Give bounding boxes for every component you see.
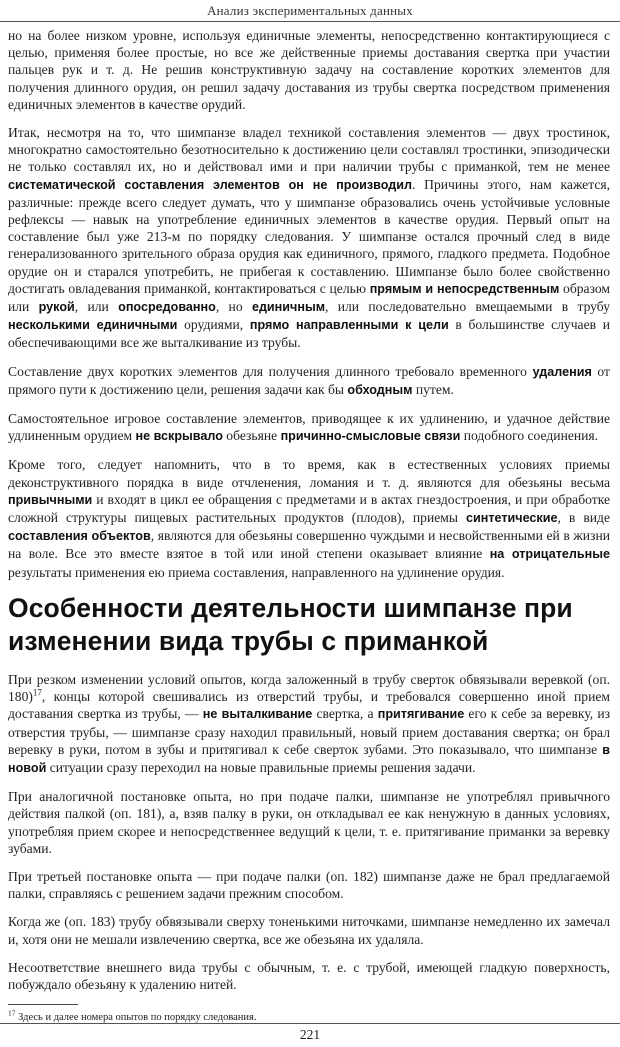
text-run: подобного соединения.: [460, 428, 599, 444]
text-run: , или последовательно вмещаемыми в трубу: [325, 299, 610, 315]
text-run: , концы которой свешивались из отверстий трубы, и требовался совершенно иной прием доставания свертка из трубы, —: [8, 689, 610, 722]
bold-phrase: прямо направленными к цели: [249, 318, 449, 333]
text-run: результаты применения ею приема составления, направленного на удлинение орудия.: [8, 564, 505, 580]
text-run: и входят в цикл ее обращения с предметами и в актах гнездостроения, и при обработке сложной структуры пищевых растительных продуктов (плодов), приемы: [8, 491, 610, 526]
paragraph: [8, 124, 610, 352]
text-run: свертка, а: [312, 706, 378, 722]
bold-phrase: не выталкивание: [202, 707, 313, 722]
paragraph: [8, 671, 610, 777]
paragraph: [8, 788, 610, 857]
bold-phrase: причинно-смысловые связи: [280, 429, 461, 444]
footnote-rule: [8, 1004, 78, 1005]
page-content: [8, 27, 610, 1024]
footnote-ref: 17: [32, 687, 42, 698]
bold-phrase: на отрицательные: [489, 547, 610, 562]
bold-phrase: в новой: [8, 742, 610, 775]
bold-phrase: опосредованно: [118, 300, 216, 315]
text-run: путем.: [412, 381, 454, 397]
paragraph: [8, 456, 610, 580]
text-run: в большинстве случаев и обеспечивающими все же выталкивание из трубы.: [8, 317, 610, 351]
bold-phrase: единичным: [251, 300, 326, 315]
bold-phrase: несколькими единичными: [8, 318, 178, 333]
section-paragraphs: [8, 671, 610, 993]
text-run: ситуации сразу переходил на новые правильные приемы решения задачи.: [46, 759, 476, 775]
footnote-text: Здесь и далее номера опытов по порядку следования.: [15, 1012, 257, 1024]
footnote-marker: 17: [8, 1008, 16, 1018]
bold-phrase: удаления: [532, 364, 592, 379]
bold-phrase: рукой: [38, 300, 75, 315]
text-run: Несоответствие внешнего вида трубы с обычным, т. е. с трубой, имеющей гладкую поверхность, побуждало обезьяну к удалению нитей.: [8, 959, 610, 992]
bold-phrase: синтетические: [466, 511, 558, 526]
paragraph: [8, 27, 610, 113]
text-run: Когда же (оп. 183) трубу обвязывали сверху тоненькими ниточками, шимпанзе немедленно их замечал и, хотя они не мешали извлечению свертка, все же обезьяна их удаляла.: [8, 914, 610, 947]
text-run: . Причины этого, нам кажется, различные: прежде всего следует думать, что у шимпанзе образовались очень устойчивые условные рефлексы — навык на употребление единичных элементов в качестве орудия. Первый опыт на составление был уже 213-м по порядку следования. У шимпанзе остался прочный след в виде генерализованного зрительного образа орудия как единичного, прямого, гладкого предмета. Подобное орудие он и старался употребить, не прибегая к составлению. Шимпанзе было более свойственно достигать овладевания приманкой, контактироваться с целью: [8, 176, 611, 296]
text-run: от прямого пути к достижению цели, решения задачи как бы: [8, 363, 610, 397]
text-run: обезьяне: [222, 428, 281, 444]
text-run: Самостоятельное игровое составление элементов, приводящее к их удлинению, и удачное действие удлиненным орудием: [8, 411, 610, 444]
text-run: , или: [74, 299, 119, 315]
header-rule: [0, 21, 620, 22]
text-run: Составление двух коротких элементов для получения длинного требовало временного: [8, 363, 533, 379]
bold-phrase: составления объектов: [8, 529, 151, 544]
paragraph: [8, 868, 610, 902]
running-head: Анализ экспериментальных данных: [207, 3, 413, 18]
paragraph: [8, 410, 610, 445]
bold-phrase: прямым и непосредственным: [369, 281, 560, 296]
text-run: При третьей постановке опыта — при подаче палки (оп. 182) шимпанзе даже не брал предлагаемой палки, справляясь с решением задачи прежним способом.: [8, 868, 610, 902]
paragraph: [8, 913, 610, 947]
footer-rule: [0, 1023, 620, 1024]
section-heading: Особенности деятельности шимпанзе при изменении вида трубы с приманкой: [8, 592, 573, 656]
bold-phrase: привычными: [8, 492, 93, 507]
text-run: При резком изменении условий опытов, когда заложенный в трубу сверток обвязывали веревкой (оп. 180): [8, 671, 610, 705]
text-run: , но: [215, 299, 252, 315]
intro-paragraphs: [8, 27, 610, 581]
bold-phrase: не вскрывало: [135, 429, 223, 444]
text-run: орудиями,: [177, 317, 250, 333]
paragraph: [8, 363, 610, 399]
text-run: Кроме того, следует напомнить, что в то время, как в естественных условиях приемы деконструктивного порядка в виде отчленения, ломания и т. д. являются для обезьяны весьма: [8, 457, 610, 490]
page-number: 221: [299, 1027, 321, 1042]
text-run: его к себе за веревку, из отверстия трубы, — шимпанзе сразу находил правильный, новый прием доставания свертка; он брал веревку в руки, потом в зубы и притягивал к себе сверток зубами. Это показывало, что шимпанзе: [8, 706, 611, 757]
text-run: но на более низком уровне, используя единичные элементы, непосредственно контактирующиеся с целью, применяя более простые, но все же действенные приемы доставания свертка при участии пальцев рук и т. д. Не решив конструктивную задачу на составление коротких элементов для получения длинного орудия, он решил задачу доставания из трубы свертка посредством применения единичных элементов в качестве орудий.: [8, 28, 610, 112]
bold-phrase: систематической составления элементов он не производил: [8, 177, 413, 192]
text-run: образом или: [8, 280, 611, 315]
bold-phrase: обходным: [347, 382, 413, 397]
text-run: Итак, несмотря на то, что шимпанзе владел техникой составления элементов — двух тростинок, многократно самостоятельно безотносительно к достижению цели составлял тростинки, эпизодически не только составлял их, но и действовал ими и при наличии трубы с приманкой, тем не менее: [8, 125, 610, 175]
text-run: При аналогичной постановке опыта, но при подаче палки, шимпанзе не употреблял привычного действия палкой (оп. 181), а, взяв палку в руки, он откладывал ее как ненужную в данных условиях, употребляя прием скорее и непосредственнее ведущий к цели, т. е. притягивание приманки за веревку зубами.: [8, 789, 610, 856]
text-run: , являются для обезьяны совершенно чуждыми и несвойственными ей в жизни на воле. Все это вместе взятое в той или иной степени оказывает влияние: [8, 528, 610, 562]
text-run: , в виде: [557, 510, 610, 526]
bold-phrase: притягивание: [377, 707, 465, 722]
paragraph: [8, 959, 610, 993]
